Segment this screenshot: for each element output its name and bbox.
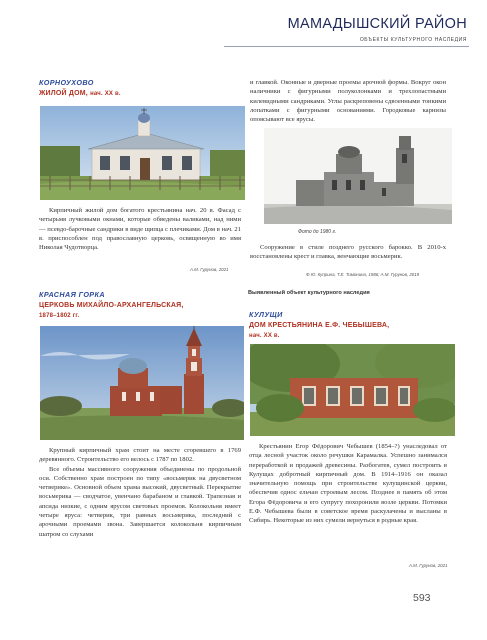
entry1-place: КОРНОУХОВО (39, 78, 94, 87)
entry1-text (39, 206, 241, 252)
entry3-object: ДОМ КРЕСТЬЯНИНА Е.Ф. ЧЕБЫШЕВА, (249, 322, 390, 329)
entry2-date (39, 312, 79, 319)
entry1-object (39, 90, 121, 97)
photo-house-kornoukhovo (40, 106, 245, 200)
entry3-date (249, 332, 280, 339)
entry2-paragraph-cont: и главкой. Оконные и дверные проемы арочной формы. Вокруг окон наличники с фигурными полуколонками и трехлопастными килевидными сандриками. Углы раскреповены сдвоенными тонкими лопатками с фигурными основаниями. Городковые карнизы опоясывают все ярусы. (250, 79, 446, 124)
entry2-place: КРАСНАЯ ГОРКА (39, 290, 105, 299)
header-rule (224, 46, 469, 47)
entry1-paragraph: Кирпичный жилой дом богатого крестьянина нач. 20 в. Фасад с четырьмя лучковыми окнами, которые обведены валиками, над ними — псевдо-барочные сандрики в виде щипца с плечиками. Дом в нач. 21 в. приспособлен под православную церковь, освященную во имя Николая Чудотворца. (39, 207, 241, 252)
entry2-date-text: 1878–1802 гг. (39, 313, 80, 319)
photo-church-krasnaya-gorka (40, 326, 244, 440)
entry2-text-end (250, 243, 446, 262)
entry3-paragraph: Крестьянин Егор Фёдорович Чебышев (1854–?) унаследовал от отца лесной участок около речушки Карамалка. Успешно занимался переработкой и продажей древесины. Разбогатев, сумел построить в Кулущах добротный кирпичный дом. В 1914–1916 он оказал значительную помощь при строительстве кулущинской церкви, обеспечив однос ельчан строевым лесом. Позднее в память об этом Егора Фёдоровича и его супругу похоронили возле церкви. Потомки Е.Ф. Чебышева были в советское время раскулачены и высланы в Сибирь. Некоторые из них сумели вернуться в родные края. (249, 443, 447, 525)
entry2-paragraph2: Все объемы массивного сооружения объединены по продольной оси. Собственно храм построен по типу «восьмерик на двусветном четверике». Основной объем храма высокий, двусветный. Перекрытие восьмерика — сводчатое, увенчано барабаном и главкой. Трапезная и апсида низкие, с одним ярусом световых проемов. Колокольня имеет четыре яруса: четверик, три равных восьмерика, последний с арочными проемами звона. Завершается колокольня кирпичным шатром со слухами (39, 465, 241, 538)
entry1-date: нач. XX в. (90, 91, 121, 97)
entry3-text (249, 442, 447, 526)
photo-house-kulushchi (250, 344, 455, 436)
entry3-credit: А.М. Гурунов, 2021 (409, 563, 448, 568)
section-subtitle: ОБЪЕКТЫ КУЛЬТУРНОГО НАСЛЕДИЯ (359, 37, 467, 43)
entry2-paragraph1: Крупный кирпичный храм стоит на месте сгоревшего в 1769 деревянного. Строительство его велось с 1787 по 1802. (39, 447, 241, 464)
photo-caption: Фото до 1980 г. (298, 229, 337, 235)
entry2-text-continued (250, 78, 446, 124)
entry2-object: ЦЕРКОВЬ МИХАЙЛО-АРХАНГЕЛЬСКАЯ, (39, 302, 184, 309)
photo-church-archive (264, 128, 452, 224)
entry2-credit: Ф.Ю. Куприна, Т.Е. Тимонина, 1986; А.М. Гурунов, 2019 (306, 272, 420, 277)
entry3-date-text: нач. XX в. (249, 333, 280, 339)
entry3-place: КУЛУЩИ (249, 310, 283, 319)
page-number: 593 (413, 592, 431, 604)
entry2-text (39, 446, 241, 539)
entry1-object-name: ЖИЛОЙ ДОМ, (39, 90, 88, 97)
entry2-paragraph-end: Сооружение в стиле позднего русского барокко. В 2010-х восстановлены крест и главка, венчающие восьмерик. (250, 244, 446, 261)
entry1-credit: А.М. Гурунов, 2021 (190, 267, 229, 272)
identified-heritage-label: Выявленный объект культурного наследия (248, 290, 370, 296)
section-title: МАМАДЫШСКИЙ РАЙОН (287, 16, 467, 32)
